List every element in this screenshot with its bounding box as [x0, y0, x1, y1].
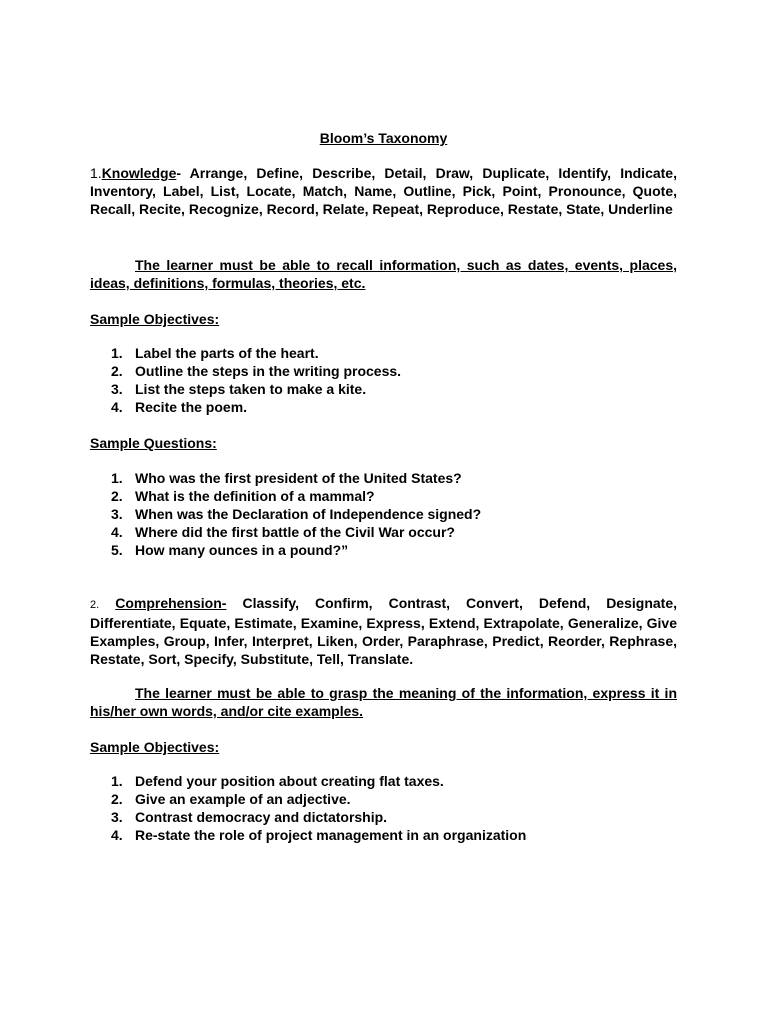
list-item: 3. When was the Declaration of Independence signed? — [111, 506, 482, 522]
knowledge-questions-heading: Sample Questions: — [90, 435, 217, 451]
comprehension-objectives-heading: Sample Objectives: — [90, 739, 220, 755]
list-item: 5. How many ounces in a pound?” — [111, 542, 349, 558]
knowledge-objectives-list — [111, 344, 401, 416]
comprehension-verbs-paragraph — [90, 594, 677, 668]
knowledge-objectives-heading: Sample Objectives: — [90, 311, 220, 327]
comprehension-objectives-list — [111, 772, 526, 844]
knowledge-questions-list — [111, 469, 481, 559]
list-item: 3. Contrast democracy and dictatorship. — [111, 809, 388, 825]
section-term: Comprehension- — [115, 595, 227, 611]
section-number: 1. — [90, 165, 102, 181]
list-item: 4. Recite the poem. — [111, 399, 248, 415]
list-item: 2. Outline the steps in the writing process. — [111, 363, 402, 379]
list-item: 1. Who was the first president of the United States? — [111, 470, 462, 486]
section-term: Knowledge — [101, 165, 177, 181]
list-item: 1. Label the parts of the heart. — [111, 345, 319, 361]
list-item: 4. Where did the first battle of the Civil War occur? — [111, 524, 455, 540]
knowledge-description: The learner must be able to recall information, such as dates, events, places, ideas, definitions, formulas, theories, etc. — [90, 257, 677, 291]
list-item: 2. What is the definition of a mammal? — [111, 488, 375, 504]
list-item: 3. List the steps taken to make a kite. — [111, 381, 367, 397]
section-verbs: - Arrange, Define, Describe, Detail, Draw, Duplicate, Identify, Indicate, Inventory, Label, List, Locate, Match, Name, Outline, Pick, Point, Pronounce, Quote, Recall, Recite, Recognize, Record, Relate, Repeat, Reproduce, Restate, State, Underline — [90, 165, 677, 217]
section-number: 2. — [90, 599, 100, 611]
list-item: 4. Re-state the role of project management in an organization — [111, 827, 527, 843]
document-title: Bloom’s Taxonomy — [319, 130, 448, 146]
list-item: 1. Defend your position about creating flat taxes. — [111, 773, 444, 789]
list-item: 2. Give an example of an adjective. — [111, 791, 351, 807]
comprehension-description: The learner must be able to grasp the meaning of the information, express it in his/her own words, and/or cite examples. — [90, 685, 677, 719]
knowledge-verbs-paragraph — [90, 164, 677, 218]
section-verbs: Classify, Confirm, Contrast, Convert, Defend, Designate, Differentiate, Equate, Estimate, Examine, Express, Extend, Extrapolate, Generalize, Give Examples, Group, Infer, Interpret, Liken, Order, Paraphrase, Predict, Reorder, Rephrase, Restate, Sort, Specify, Substitute, Tell, Translate. — [90, 595, 677, 667]
